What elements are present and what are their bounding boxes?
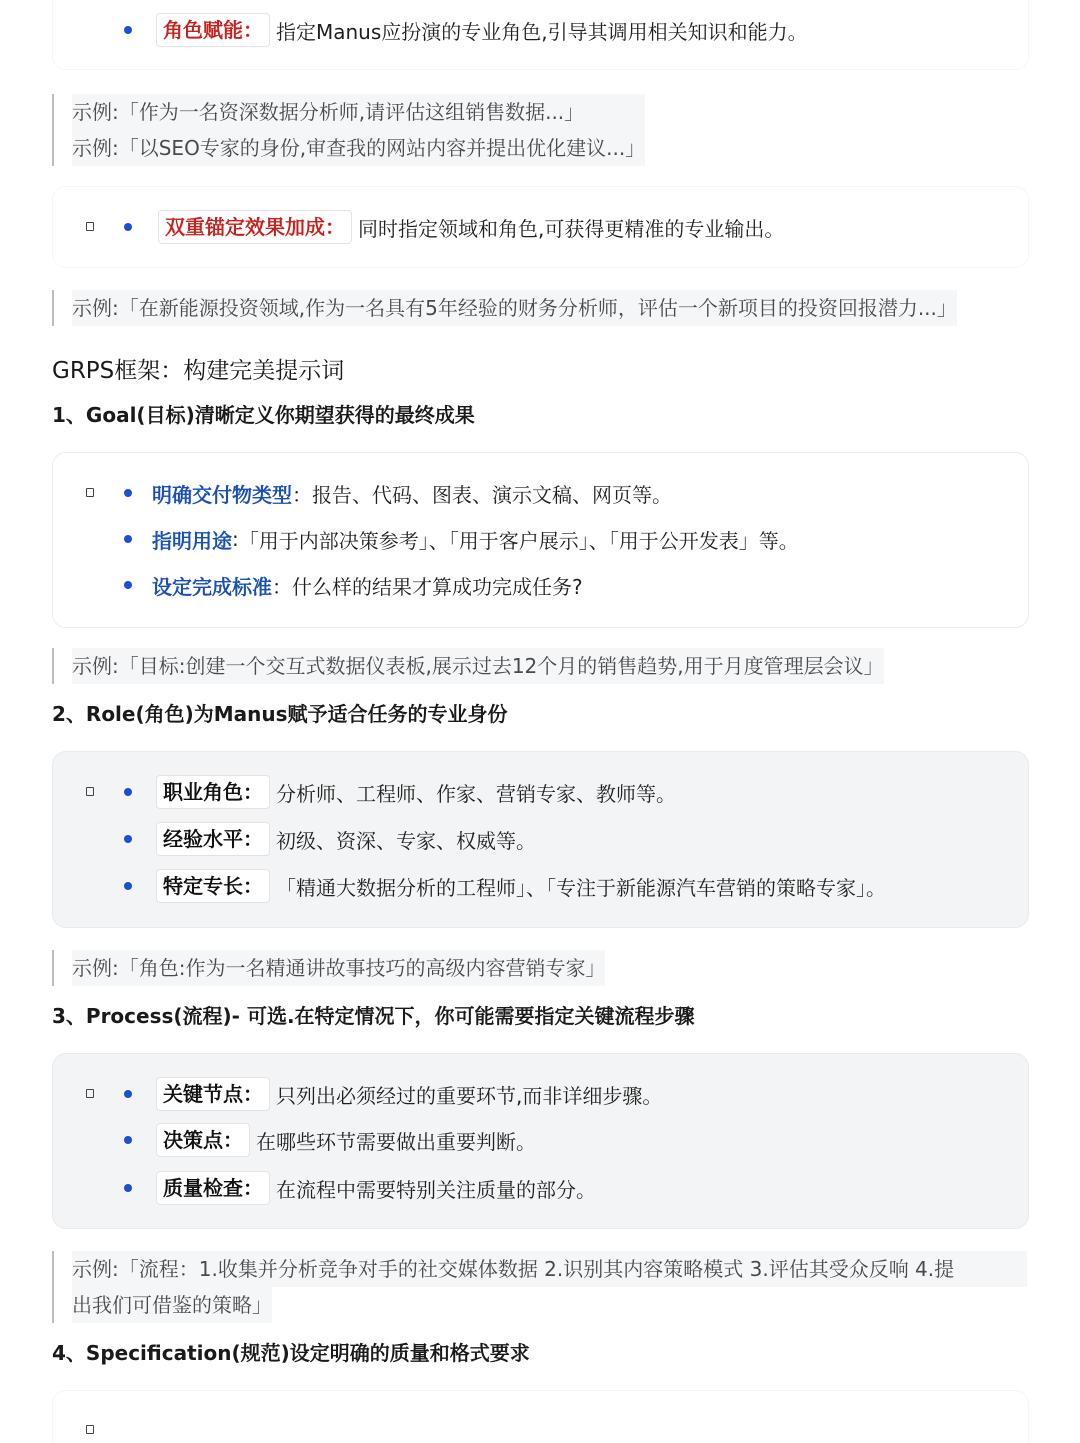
list-item — [124, 868, 886, 904]
spec-heading: 4、Specification(规范)设定明确的质量和格式要求 — [52, 1341, 530, 1365]
list-item — [124, 12, 808, 48]
quote-line: 示例:「角色:作为一名精通讲故事技巧的高级内容营销专家」 — [72, 950, 605, 986]
list-item — [86, 774, 676, 810]
example-quote — [52, 290, 957, 326]
list-item — [86, 1076, 662, 1112]
item-description: 在哪些环节需要做出重要判断。 — [256, 1129, 536, 1154]
quote-line: 出我们可借鉴的策略」 — [72, 1287, 272, 1323]
checkbox-icon — [86, 488, 94, 497]
item-description: 初级、资深、专家、权威等。 — [276, 828, 536, 853]
checkbox-icon — [86, 787, 94, 796]
bullet-icon — [124, 1136, 132, 1144]
item-description: 分析师、工程师、作家、营销专家、教师等。 — [276, 781, 676, 806]
bullet-icon — [124, 788, 132, 796]
keyword-label: 设定完成标准 — [152, 574, 272, 599]
example-quote — [52, 1251, 1027, 1323]
keyword-chip: 双重锚定效果加成： — [158, 210, 352, 244]
bullet-icon — [124, 581, 132, 589]
bullet-icon — [124, 223, 132, 231]
quote-line: 示例:「流程：1.收集并分析竞争对手的社交媒体数据 2.识别其内容策略模式 3.评估其受众反响 4.提 — [72, 1251, 1027, 1287]
list-item — [124, 1122, 536, 1158]
item-description: 「用于内部决策参考」、「用于客户展示」、「用于公开发表」等。 — [238, 528, 799, 553]
keyword-label: 指明用途 — [152, 528, 232, 553]
checkbox-icon — [86, 1089, 94, 1098]
keyword-chip: 职业角色： — [156, 775, 270, 809]
example-quote — [52, 648, 884, 684]
item-description: 只列出必须经过的重要环节,而非详细步骤。 — [276, 1083, 663, 1108]
list-item — [86, 475, 672, 511]
quote-line: 示例:「在新能源投资领域,作为一名具有5年经验的财务分析师，评估一个新项目的投资回报潜力...」 — [72, 290, 957, 326]
keyword-chip: 特定专长： — [156, 869, 270, 903]
bullet-icon — [124, 1090, 132, 1098]
list-item — [124, 567, 583, 603]
checkbox-icon — [86, 1425, 94, 1434]
item-description: 同时指定领域和角色,可获得更精准的专业输出。 — [358, 216, 785, 241]
item-description: 指定Manus应扮演的专业角色,引导其调用相关知识和能力。 — [276, 19, 808, 44]
list-item — [124, 1170, 596, 1206]
checkbox-icon — [86, 222, 94, 231]
item-description: 在流程中需要特别关注质量的部分。 — [276, 1177, 596, 1202]
list-item — [124, 521, 799, 557]
keyword-chip: 决策点： — [156, 1123, 250, 1157]
bullet-icon — [124, 26, 132, 34]
keyword-chip: 质量检查： — [156, 1171, 270, 1205]
quote-line: 示例:「作为一名资深数据分析师,请评估这组销售数据...」 — [72, 94, 645, 130]
spec-card — [52, 1390, 1029, 1443]
separator: : — [232, 527, 239, 551]
keyword-chip: 经验水平： — [156, 822, 270, 856]
keyword-chip: 角色赋能： — [156, 13, 270, 47]
bullet-icon — [124, 535, 132, 543]
example-quote — [52, 950, 605, 986]
list-item — [86, 209, 784, 245]
goal-heading: 1、Goal(目标)清晰定义你期望获得的最终成果 — [52, 403, 475, 427]
item-description: 「精通大数据分析的工程师」、「专注于新能源汽车营销的策略专家」。 — [276, 875, 886, 900]
example-quote — [52, 94, 645, 166]
bullet-icon — [124, 489, 132, 497]
keyword-chip: 关键节点： — [156, 1077, 270, 1111]
separator: ： — [292, 482, 312, 507]
separator: ： — [272, 574, 292, 599]
keyword-label: 明确交付物类型 — [152, 482, 292, 507]
quote-line: 示例:「以SEO专家的身份,审查我的网站内容并提出优化建议...」 — [72, 130, 645, 166]
bullet-icon — [124, 1184, 132, 1192]
item-description: 报告、代码、图表、演示文稿、网页等。 — [312, 482, 672, 507]
framework-title: GRPS框架：构建完美提示词 — [52, 358, 345, 384]
quote-line: 示例:「目标:创建一个交互式数据仪表板,展示过去12个月的销售趋势,用于月度管理层会议」 — [72, 648, 884, 684]
process-heading: 3、Process(流程)- 可选.在特定情况下，你可能需要指定关键流程步骤 — [52, 1004, 695, 1028]
bullet-icon — [124, 882, 132, 890]
bullet-icon — [124, 835, 132, 843]
item-description: 什么样的结果才算成功完成任务? — [292, 574, 583, 599]
list-item — [124, 821, 536, 857]
role-heading: 2、Role(角色)为Manus赋予适合任务的专业身份 — [52, 702, 508, 726]
